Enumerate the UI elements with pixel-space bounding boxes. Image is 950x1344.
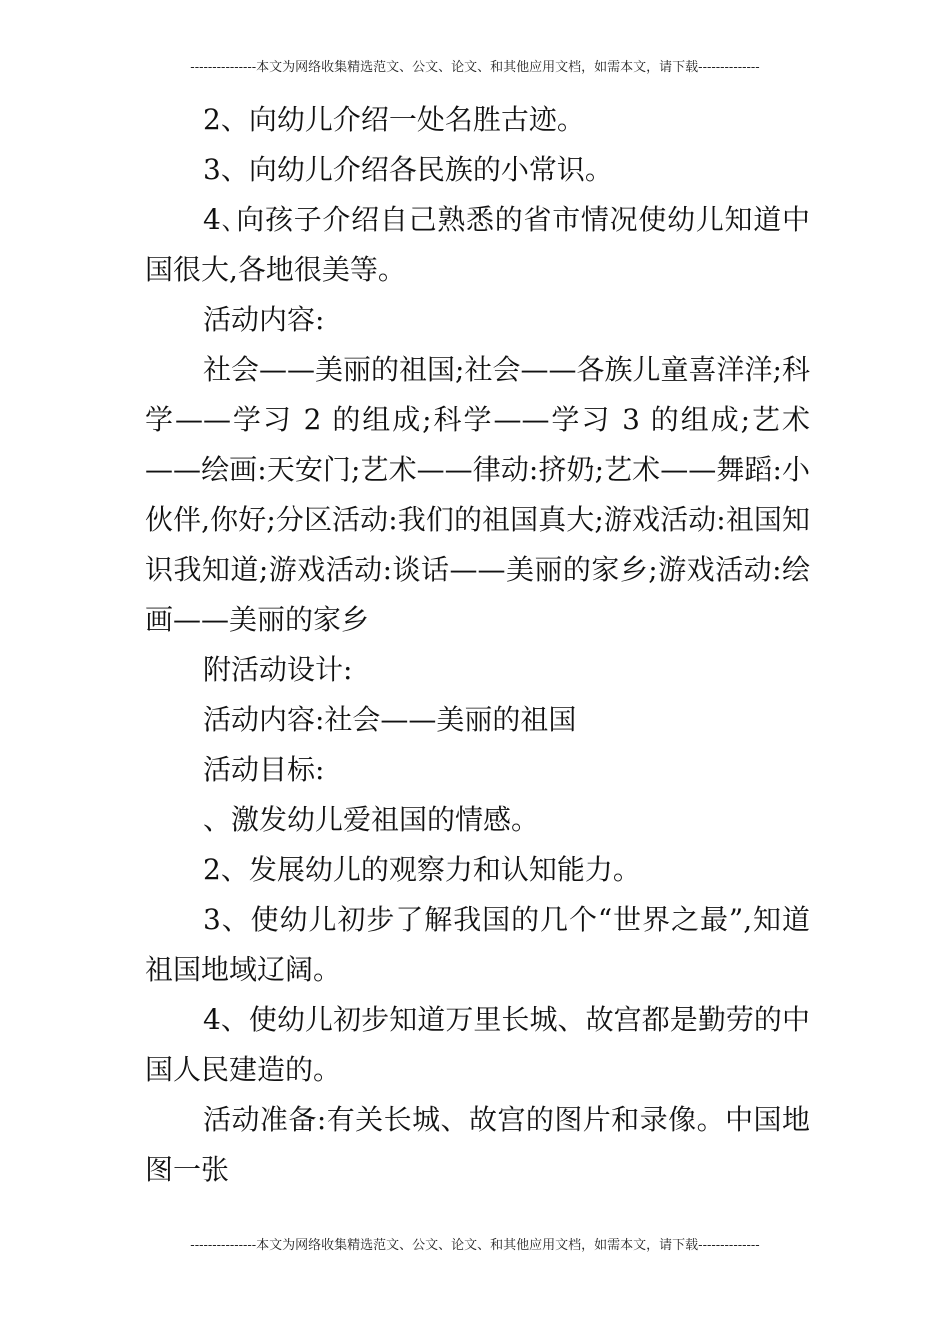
paragraph: 活动准备:有关长城、故宫的图片和录像。中国地图一张 [145,1103,810,1186]
paragraph: 活动内容: [203,303,325,336]
document-body [145,95,810,1195]
paragraph: 、激发幼儿爱祖国的情感。 [203,803,540,836]
paragraph: 社会——美丽的祖国;社会——各族儿童喜洋洋;科学——学习 2 的组成;科学——学习 3 的组成;艺术——绘画:天安门;艺术——律动:挤奶;艺术——舞蹈:小伙伴,你好;分区活动:我们的祖国真大;游戏活动:祖国知识我知道;游戏活动:谈话——美丽的家乡;游戏活动:绘画——美丽的家乡 [145,353,810,636]
paragraph: 4､向孩子介绍自己熟悉的省市情况使幼儿知道中国很大,各地很美等。 [145,203,810,286]
paragraph: 3、使幼儿初步了解我国的几个“世界之最”,知道祖国地域辽阔。 [145,903,810,986]
paragraph: 2、发展幼儿的观察力和认知能力。 [203,853,641,886]
header-banner: ---------------本文为网络收集精选范文、公文、论文、和其他应用文档，如需本文，请下载-------------- [190,60,760,75]
paragraph: 活动目标: [203,753,325,786]
footer-banner: ---------------本文为网络收集精选范文、公文、论文、和其他应用文档，如需本文，请下载-------------- [190,1238,760,1253]
paragraph: 附活动设计: [203,653,353,686]
paragraph: 3、向幼儿介绍各民族的小常识。 [203,153,613,186]
paragraph: 活动内容:社会——美丽的祖国 [203,703,577,736]
paragraph: 4、使幼儿初步知道万里长城、故宫都是勤劳的中国人民建造的。 [145,1003,810,1086]
paragraph: 2、向幼儿介绍一处名胜古迹。 [203,103,585,136]
